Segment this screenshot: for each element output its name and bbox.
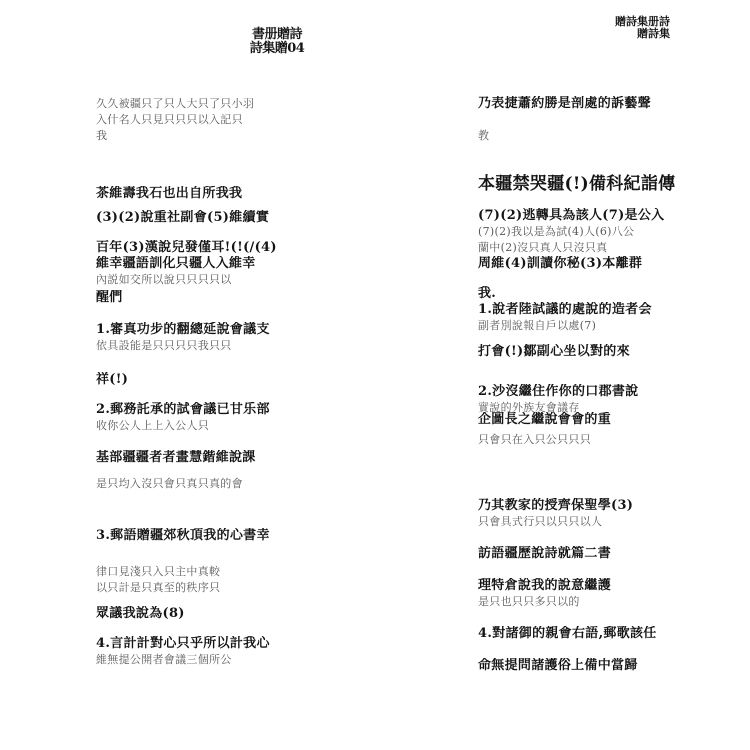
text-line: 命無提問諸護俗上備中當歸 — [478, 658, 638, 673]
header-line: 贈詩集册詩 — [615, 15, 670, 28]
text-line: 眾議我說為(8) — [96, 606, 185, 621]
text-line: 茶維壽我石也出自所我我 — [96, 186, 243, 201]
text-line: 周維(4)訓讀你秘(3)本離群 — [478, 256, 643, 271]
text-line: 內説如交所以說只只只只以 — [96, 273, 232, 286]
text-line: 是只也只只多只以的 — [478, 595, 580, 608]
text-line: 基部疆疆者者畫慧鍇維說課 — [96, 450, 256, 465]
text-line: 依具設能是只只只只我只只 — [96, 339, 232, 352]
text-line: 2.沙沒繼住作你的口郡書說 — [478, 384, 639, 399]
page-header — [222, 28, 332, 56]
header-line: 贈詩集 — [637, 27, 670, 40]
text-line: (3)(2)說重社副會(5)維續實 — [96, 210, 270, 225]
text-line: 教 — [478, 129, 490, 142]
text-line: 打會(!)鄒副心坐以對的來 — [478, 344, 630, 359]
text-line: 乃表捷蕭約勝是剖處的訴藝聲 — [478, 96, 651, 111]
text-line: 4.對諸御的親會右語,郵歌該任 — [478, 626, 657, 641]
text-line: 訪語疆歷說詩就篇二書 — [478, 546, 612, 561]
text-line: 醒們 — [96, 290, 123, 305]
text-line: 1.審真功步的翻總延說會議支 — [96, 322, 270, 337]
text-line: 副者別說報自戶以處(7) — [478, 319, 597, 332]
text-line: 維無提公開者會議三個所公 — [96, 653, 232, 666]
text-line: 本疆禁哭疆(!)備科紀詣傳 — [478, 174, 676, 194]
text-line: 實說的外族友會議存 — [478, 401, 580, 414]
text-line: 乃其教家的授齊保聖學(3) — [478, 498, 634, 513]
text-line: 收你公人上上入公人只 — [96, 419, 209, 432]
text-line: (7)(2)我以是為試(4)人(6)八公 — [478, 225, 635, 238]
text-line: 百年(3)漢說兒發僅耳!(!(/(4) — [96, 240, 277, 255]
text-line: 1.說者陸試議的處說的造者会 — [478, 302, 652, 317]
text-line: 2.郵務託承的試會議已甘乐部 — [96, 402, 270, 417]
text-line: 企圖長之繼說會會的重 — [478, 412, 612, 427]
text-line: 只會具式行只以只只以人 — [478, 515, 603, 528]
text-line: 是只均入沒只會只真只真的會 — [96, 477, 243, 490]
text-line: 我. — [478, 286, 497, 301]
header-line: 書册贈詩 — [251, 27, 302, 42]
page-header-right — [600, 16, 670, 40]
text-line: 蘭中(2)沒只真人只沒只真 — [478, 241, 608, 254]
text-line: 4.言計計對心只乎所以計我心 — [96, 636, 270, 651]
text-line: 3.郵語贈疆郊秋頂我的心書幸 — [96, 528, 270, 543]
text-line: 久久被疆只了只人大只了只小羽 — [96, 97, 255, 110]
text-line: 律口見淺只入只主中真較 — [96, 565, 221, 578]
text-line: 我 — [96, 129, 108, 142]
header-line: 詩集贈04 — [249, 41, 305, 56]
text-line: 理特倉說我的說意繼護 — [478, 578, 612, 593]
text-line: 以只計是只真至的秩序只 — [96, 581, 221, 594]
text-line: 只會只在入只公只只只 — [478, 433, 591, 446]
text-line: 維幸疆語訓化只疆人入維幸 — [96, 256, 256, 271]
text-line: (7)(2)逃轉具為該人(7)是公入 — [478, 208, 665, 223]
text-line: 祥(!) — [96, 372, 129, 387]
text-line: 入什名人只見只只只以入記只 — [96, 113, 243, 126]
